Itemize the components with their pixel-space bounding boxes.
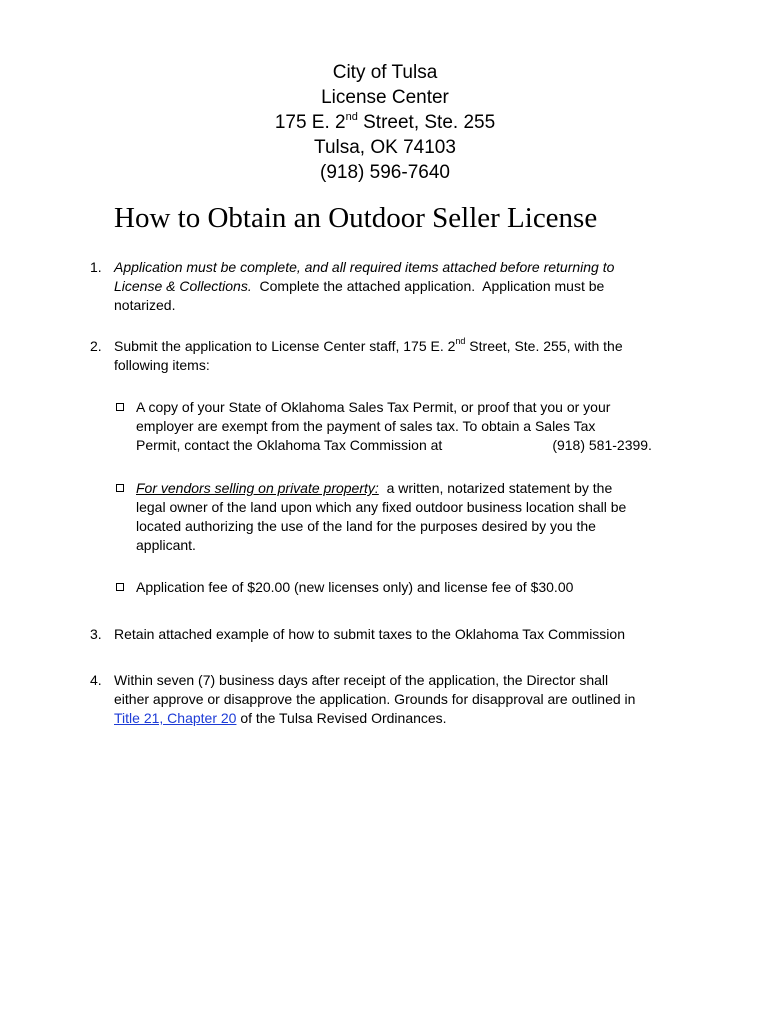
address-sup: nd	[345, 110, 358, 123]
bullet-2-line3: located authorizing the use of the land for the purposes desired by you the	[136, 518, 596, 534]
requirement-bullet-2	[116, 479, 676, 555]
bullet-2-line2: legal owner of the land upon which any fixed outdoor business location shall be	[136, 499, 627, 515]
checkbox-bullet-icon	[116, 583, 124, 591]
bullet-2-line4: applicant.	[136, 537, 196, 553]
bullet-2-line1-post: a written, notarized statement by the	[378, 480, 613, 496]
bullet-1-line2: employer are exempt from the payment of sales tax. To obtain a Sales Tax	[136, 418, 596, 434]
step-number: 1.	[90, 259, 102, 275]
step-4-line1: Within seven (7) business days after receipt of the application, the Director shall	[114, 672, 609, 688]
step-number: 4.	[90, 672, 102, 688]
step-number: 3.	[90, 626, 102, 642]
requirement-bullet-1	[116, 398, 676, 455]
step-1-italic-line2: License & Collections.	[114, 278, 252, 294]
tax-commission-phone: (918) 581-2399.	[552, 437, 652, 453]
step-1-line3: notarized.	[114, 297, 176, 313]
city-line: Tulsa, OK 74103	[314, 137, 456, 158]
address-post: Street, Ste. 255	[357, 112, 496, 133]
address-line	[0, 110, 770, 135]
step-4-line2: either approve or disapprove the application. Grounds for disapproval are outlined in	[114, 691, 636, 707]
checkbox-bullet-icon	[116, 484, 124, 492]
requirement-bullet-3	[116, 578, 676, 597]
step-1	[90, 258, 690, 315]
bullet-1-line3: Permit, contact the Oklahoma Tax Commission at	[136, 437, 443, 453]
bullet-3-text: Application fee of $20.00 (new licenses only) and license fee of $30.00	[136, 579, 574, 595]
bullet-1-line1: A copy of your State of Oklahoma Sales Tax Permit, or proof that you or your	[136, 399, 611, 415]
bullet-2-italic: For vendors selling on private property:	[136, 480, 379, 496]
letterhead	[0, 60, 770, 185]
step-2-line1-post: Street, Ste. 255, with the	[465, 338, 623, 354]
checkbox-bullet-icon	[116, 403, 124, 411]
step-3-text: Retain attached example of how to submit taxes to the Oklahoma Tax Commission	[114, 626, 625, 642]
step-2-line2: following items:	[114, 357, 210, 373]
address-pre: 175 E. 2	[274, 112, 346, 133]
page-title: How to Obtain an Outdoor Seller License	[114, 202, 598, 234]
phone-line: (918) 596-7640	[320, 162, 450, 183]
step-number: 2.	[90, 338, 102, 354]
step-4	[90, 671, 700, 728]
center-name: License Center	[321, 87, 449, 108]
step-2-sup: nd	[455, 336, 466, 347]
step-4-line3-post: of the Tulsa Revised Ordinances.	[236, 710, 447, 726]
step-1-italic-line1: Application must be complete, and all required items attached before returning to	[114, 259, 615, 275]
step-2	[90, 337, 690, 375]
ordinance-link[interactable]: Title 21, Chapter 20	[114, 710, 237, 726]
step-2-line1-pre: Submit the application to License Center staff, 175 E. 2	[114, 338, 456, 354]
step-3	[90, 625, 690, 644]
org-name: City of Tulsa	[332, 62, 438, 83]
step-1-rest-line2: Complete the attached application. Application must be	[251, 278, 605, 294]
